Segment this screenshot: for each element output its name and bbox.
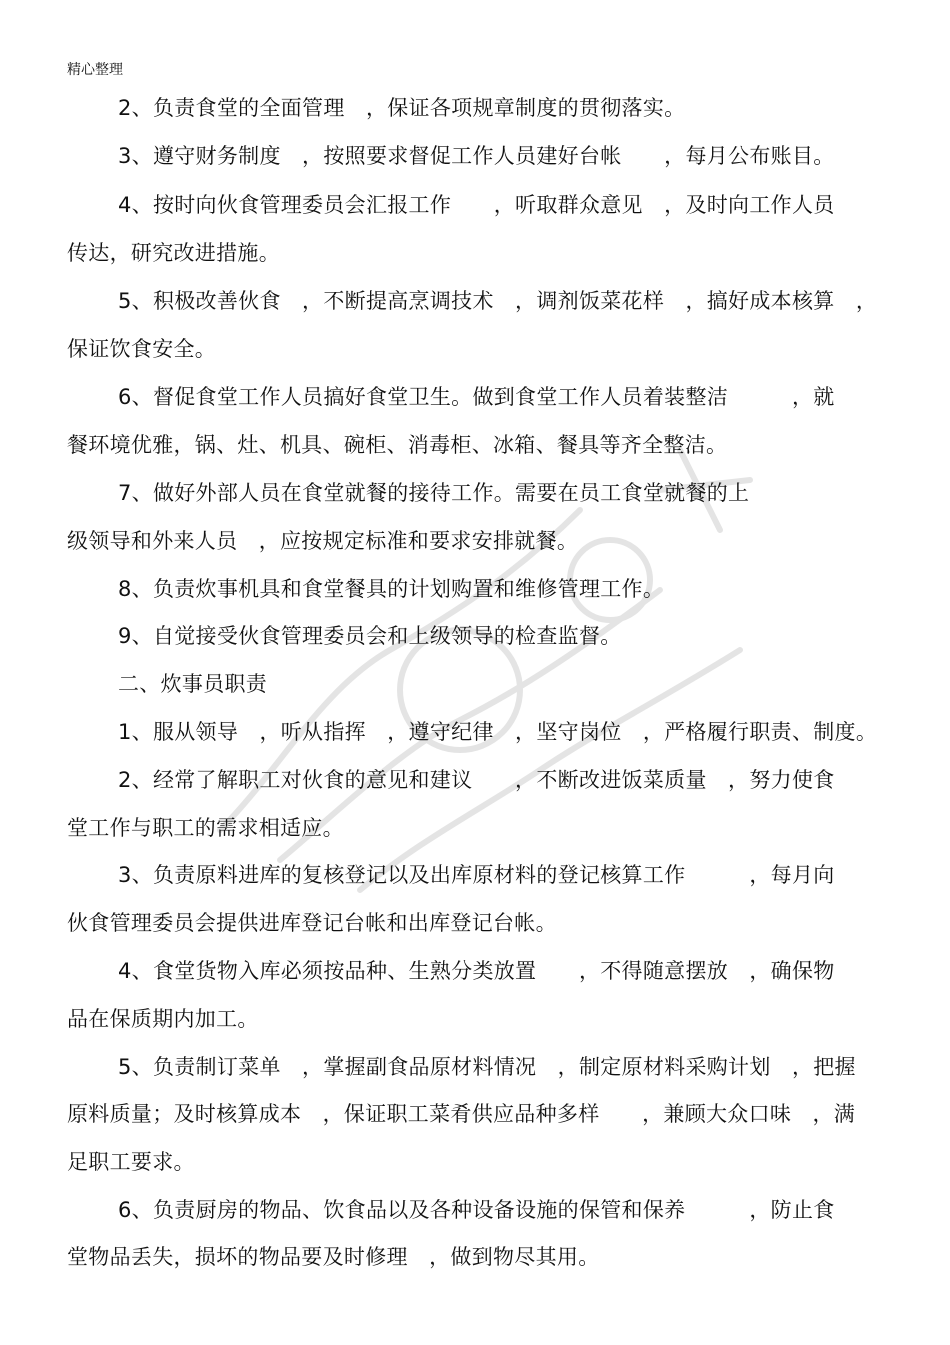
cook-item-1: 1、服从领导 ，听从指挥 ，遵守纪律 ，坚守岗位 ，严格履行职责、制度。 (118, 720, 878, 744)
duty-item-7: 7、做好外部人员在食堂就餐的接待工作。需要在员工食堂就餐的上 (118, 481, 750, 505)
duty-item-6: 6、督促食堂工作人员搞好食堂卫生。做到食堂工作人员着装整洁 ，就 (118, 385, 835, 409)
duty-item-4: 4、按时向伙食管理委员会汇报工作 ，听取群众意见 ，及时向工作人员 (118, 193, 835, 217)
section-heading: 二、炊事员职责 (118, 672, 268, 696)
cook-item-3-cont: 伙食管理委员会提供进库登记台帐和出库登记台帐。 (67, 911, 557, 935)
duty-item-6-cont: 餐环境优雅，锅、灶、机具、碗柜、消毒柜、冰箱、餐具等齐全整洁。 (67, 433, 728, 457)
duty-item-2: 2、负责食堂的全面管理 ，保证各项规章制度的贯彻落实。 (118, 96, 686, 120)
cook-item-6-cont: 堂物品丢失，损坏的物品要及时修理 ，做到物尽其用。 (67, 1245, 600, 1269)
cook-item-5-cont2: 足职工要求。 (67, 1150, 195, 1174)
cook-item-4-cont: 品在保质期内加工。 (67, 1007, 259, 1031)
cook-item-3: 3、负责原料进库的复核登记以及出库原材料的登记核算工作 ，每月向 (118, 863, 835, 887)
duty-item-9: 9、自觉接受伙食管理委员会和上级领导的检查监督。 (118, 624, 622, 648)
cook-item-4: 4、食堂货物入库必须按品种、生熟分类放置 ，不得随意摆放 ，确保物 (118, 959, 835, 983)
duty-item-7-cont: 级领导和外来人员 ，应按规定标准和要求安排就餐。 (67, 529, 579, 553)
cook-item-5: 5、负责制订菜单 ，掌握副食品原材料情况 ，制定原材料采购计划 ，把握 (118, 1055, 856, 1079)
duty-item-8: 8、负责炊事机具和食堂餐具的计划购置和维修管理工作。 (118, 577, 665, 601)
cook-item-6: 6、负责厨房的物品、饮食品以及各种设备设施的保管和保养 ，防止食 (118, 1198, 835, 1222)
cook-item-2: 2、经常了解职工对伙食的意见和建议 ，不断改进饭菜质量 ，努力使食 (118, 768, 835, 792)
duty-item-3: 3、遵守财务制度 ，按照要求督促工作人员建好台帐 ，每月公布账目。 (118, 144, 835, 168)
cook-item-2-cont: 堂工作与职工的需求相适应。 (67, 816, 344, 840)
duty-item-5: 5、积极改善伙食 ，不断提高烹调技术 ，调剂饭菜花样 ，搞好成本核算 ， (118, 289, 878, 313)
duty-item-4-cont: 传达，研究改进措施。 (67, 241, 280, 265)
cook-item-5-cont: 原料质量；及时核算成本 ，保证职工菜肴供应品种多样 ，兼顾大众口味 ，满 (67, 1102, 856, 1126)
duty-item-5-cont: 保证饮食安全。 (67, 337, 217, 361)
page-header: 精心整理 (67, 62, 123, 78)
